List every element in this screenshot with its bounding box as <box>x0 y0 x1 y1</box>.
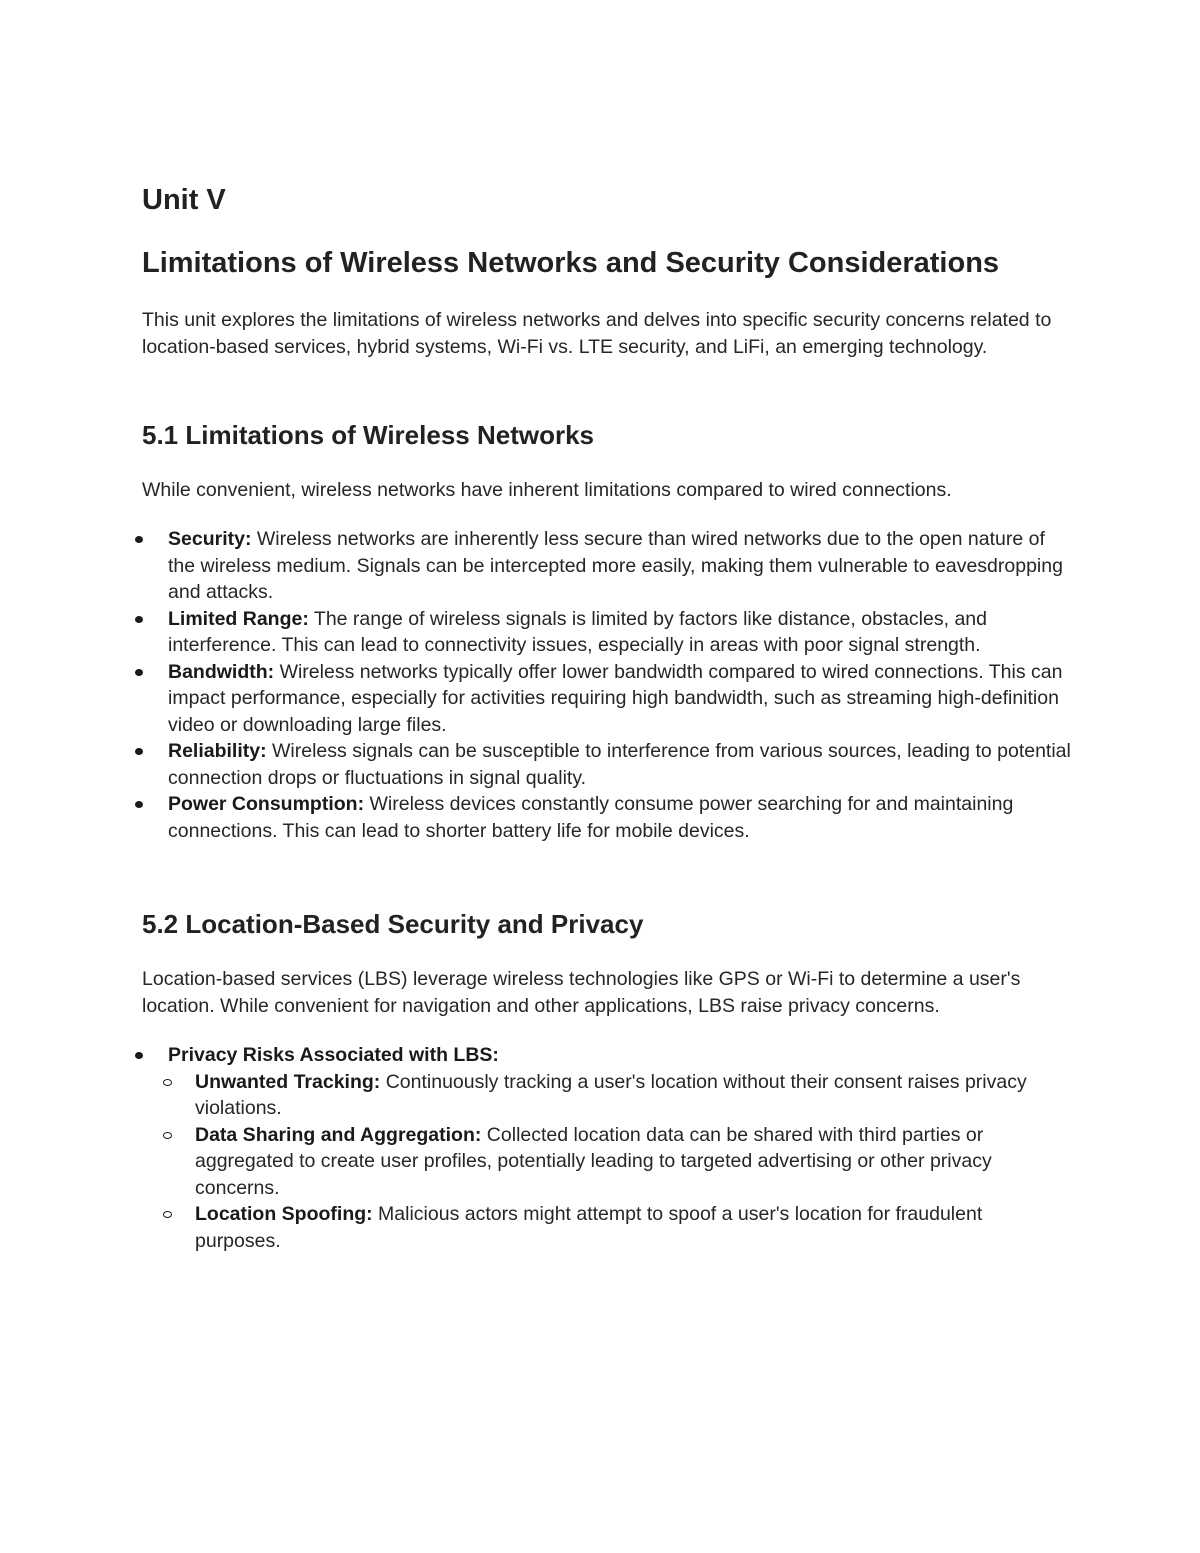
sub-list-item <box>168 1069 1072 1122</box>
list-item <box>142 606 1072 659</box>
bullet-icon <box>135 801 143 808</box>
hollow-bullet-icon <box>163 1079 172 1086</box>
intro-paragraph: This unit explores the limitations of wireless networks and delves into specific security concerns related to location-based services, hybrid systems, Wi-Fi vs. LTE security, and LiFi, an emerging technology. <box>142 309 1052 358</box>
bullet-icon <box>135 748 143 755</box>
list-item-term: Reliability: <box>168 740 267 762</box>
privacy-risks-sublist <box>168 1069 1072 1255</box>
list-item-text: Wireless networks typically offer lower bandwidth compared to wired connections. This can impact performance, especially for activities requiring high bandwidth, such as streaming high-definition video or downloading large files. <box>168 660 1063 736</box>
section-intro-5-1: While convenient, wireless networks have inherent limitations compared to wired connections. <box>142 479 952 501</box>
sub-list-item <box>168 1122 1072 1202</box>
list-item <box>142 526 1072 606</box>
sub-item-text: Continuously tracking a user's location without their consent raises privacy violations. <box>195 1070 1027 1119</box>
sub-item-term: Data Sharing and Aggregation: <box>195 1123 482 1146</box>
list-item-text: Wireless signals can be susceptible to interference from various sources, leading to potential connection drops or fluctuations in signal quality. <box>168 740 1071 789</box>
limitations-list <box>142 526 1072 844</box>
list-item <box>142 791 1072 844</box>
sub-item-term: Location Spoofing: <box>195 1203 373 1225</box>
section-heading-5-1: 5.1 Limitations of Wireless Networks <box>142 420 595 450</box>
section-intro-5-2: Location-based services (LBS) leverage wireless technologies like GPS or Wi-Fi to determine a user's location. While convenient for navigation and other applications, LBS raise privacy concerns. <box>142 968 1021 1017</box>
sub-item-term: Unwanted Tracking: <box>195 1070 381 1093</box>
list-item-text: The range of wireless signals is limited by factors like distance, obstacles, and interference. This can lead to connectivity issues, especially in areas with poor signal strength. <box>168 607 987 656</box>
hollow-bullet-icon <box>163 1211 172 1218</box>
list-item-term: Limited Range: <box>168 607 309 630</box>
list-item-text: Wireless devices constantly consume power searching for and maintaining connections. This can lead to shorter battery life for mobile devices. <box>168 793 1014 842</box>
document-title: Limitations of Wireless Networks and Security Considerations <box>142 247 1000 279</box>
section-heading-5-2: 5.2 Location-Based Security and Privacy <box>142 909 644 939</box>
list-item <box>142 659 1072 739</box>
hollow-bullet-icon <box>163 1132 172 1139</box>
list-item-term: Power Consumption: <box>168 793 365 815</box>
document-page <box>142 182 1072 1254</box>
bullet-icon <box>135 536 143 543</box>
list-item-term: Bandwidth: <box>168 660 275 683</box>
list-item <box>142 738 1072 791</box>
bullet-icon <box>135 616 143 623</box>
list-item-term: Security: <box>168 528 252 550</box>
list-item-text: Wireless networks are inherently less secure than wired networks due to the open nature of the wireless medium. Signals can be intercepted more easily, making them vulnerable to eavesdropping and attacks. <box>168 528 1063 603</box>
unit-heading: Unit V <box>142 184 226 216</box>
sub-item-text: Collected location data can be shared with third parties or aggregated to create user profiles, potentially leading to targeted advertising or other privacy concerns. <box>195 1123 992 1199</box>
bullet-icon <box>135 1052 143 1059</box>
privacy-list <box>142 1042 1072 1254</box>
bullet-icon <box>135 669 143 676</box>
sub-item-text: Malicious actors might attempt to spoof a user's location for fraudulent purposes. <box>195 1203 983 1252</box>
list-item <box>142 1042 1072 1254</box>
list-item-term: Privacy Risks Associated with LBS: <box>168 1044 499 1066</box>
sub-list-item <box>168 1201 1072 1254</box>
